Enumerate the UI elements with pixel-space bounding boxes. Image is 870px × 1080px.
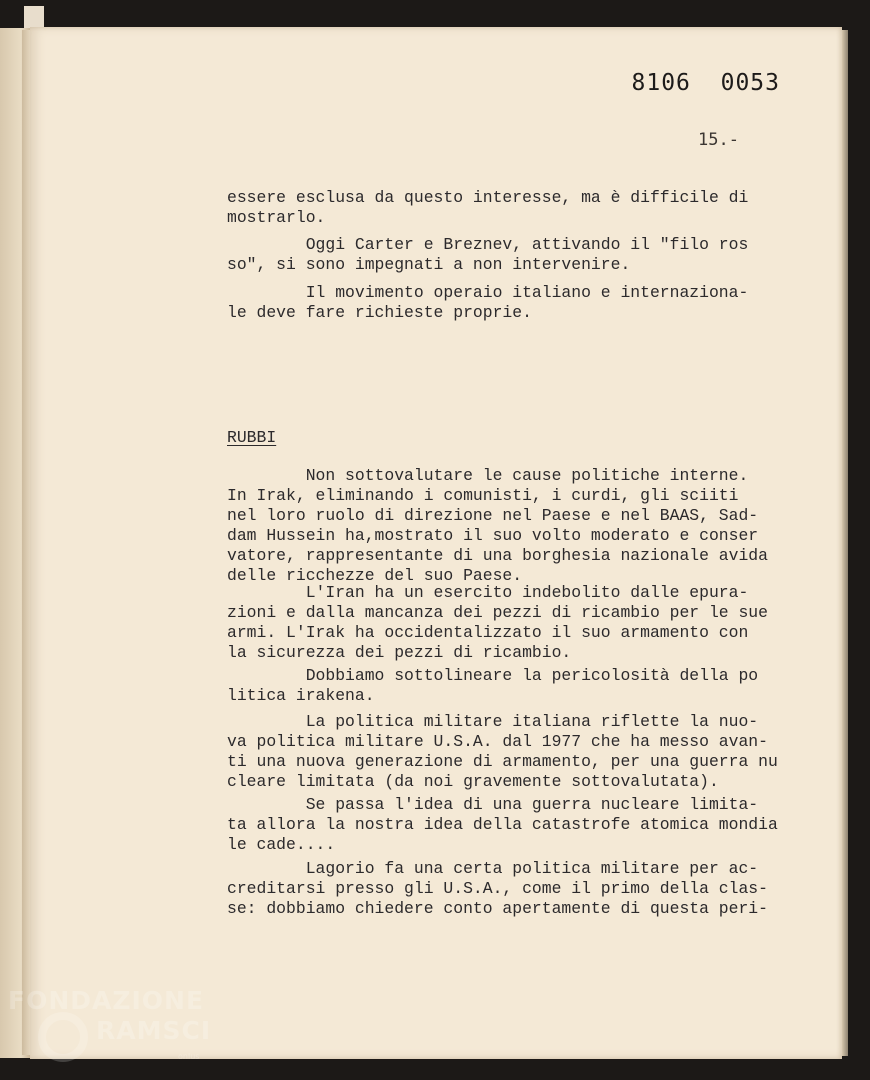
binder-tab bbox=[24, 6, 44, 28]
paragraph-4: Non sottovalutare le cause politiche interne. In Irak, eliminando i comunisti, i curdi, gli sciiti nel loro ruolo di direzione nel Paese e nel BAAS, Sad- dam Hussein ha,mostrato il suo volto moderato e conser vatore, rappresentante di una borghesia nazionale avida delle ricchezze del suo Paese. bbox=[227, 466, 768, 585]
paragraph-3: Il movimento operaio italiano e internaziona- le deve fare richieste proprie. bbox=[227, 283, 749, 322]
watermark-line-1: FONDAZIONE bbox=[8, 986, 205, 1015]
paragraph-5: L'Iran ha un esercito indebolito dalle epura- zioni e dalla mancanza dei pezzi di ricambio per le sue armi. L'Irak ha occidentalizzato il suo armamento con la sicurezza dei pezzi di ricambio. bbox=[227, 583, 768, 662]
page-stack-edge bbox=[842, 30, 848, 1056]
section-heading: RUBBI bbox=[227, 428, 277, 447]
paragraph-6: Dobbiamo sottolineare la pericolosità della po litica irakena. bbox=[227, 666, 759, 705]
paragraph-8: Se passa l'idea di una guerra nucleare limita- ta allora la nostra idea della catastrofe atomica mondia le cade.... bbox=[227, 795, 778, 854]
watermark-line-2: RAMSCI bbox=[96, 1016, 212, 1045]
document-code: 8106 0053 bbox=[631, 70, 780, 96]
paragraph-2: Oggi Carter e Breznev, attivando il "filo ros so", si sono impegnati a non intervenire. bbox=[227, 235, 749, 274]
paragraph-9: Lagorio fa una certa politica militare per ac- creditarsi presso gli U.S.A., come il primo della clas- se: dobbiamo chiedere conto apertamente di questa peri- bbox=[227, 859, 768, 918]
watermark-subtitle: onlus bbox=[178, 1052, 200, 1061]
paragraph-7: La politica militare italiana riflette la nuo- va politica militare U.S.A. dal 1977 che ha messo avan- ti una nuova generazione di armamento, per una guerra nu cleare limitata (da noi gravemente sottovalutata). bbox=[227, 712, 778, 791]
watermark-g-logo-icon bbox=[38, 1012, 88, 1062]
fondazione-gramsci-watermark bbox=[8, 986, 223, 1066]
page-number: 15.- bbox=[698, 130, 739, 150]
paragraph-1: essere esclusa da questo interesse, ma è difficile di mostrarlo. bbox=[227, 188, 749, 227]
